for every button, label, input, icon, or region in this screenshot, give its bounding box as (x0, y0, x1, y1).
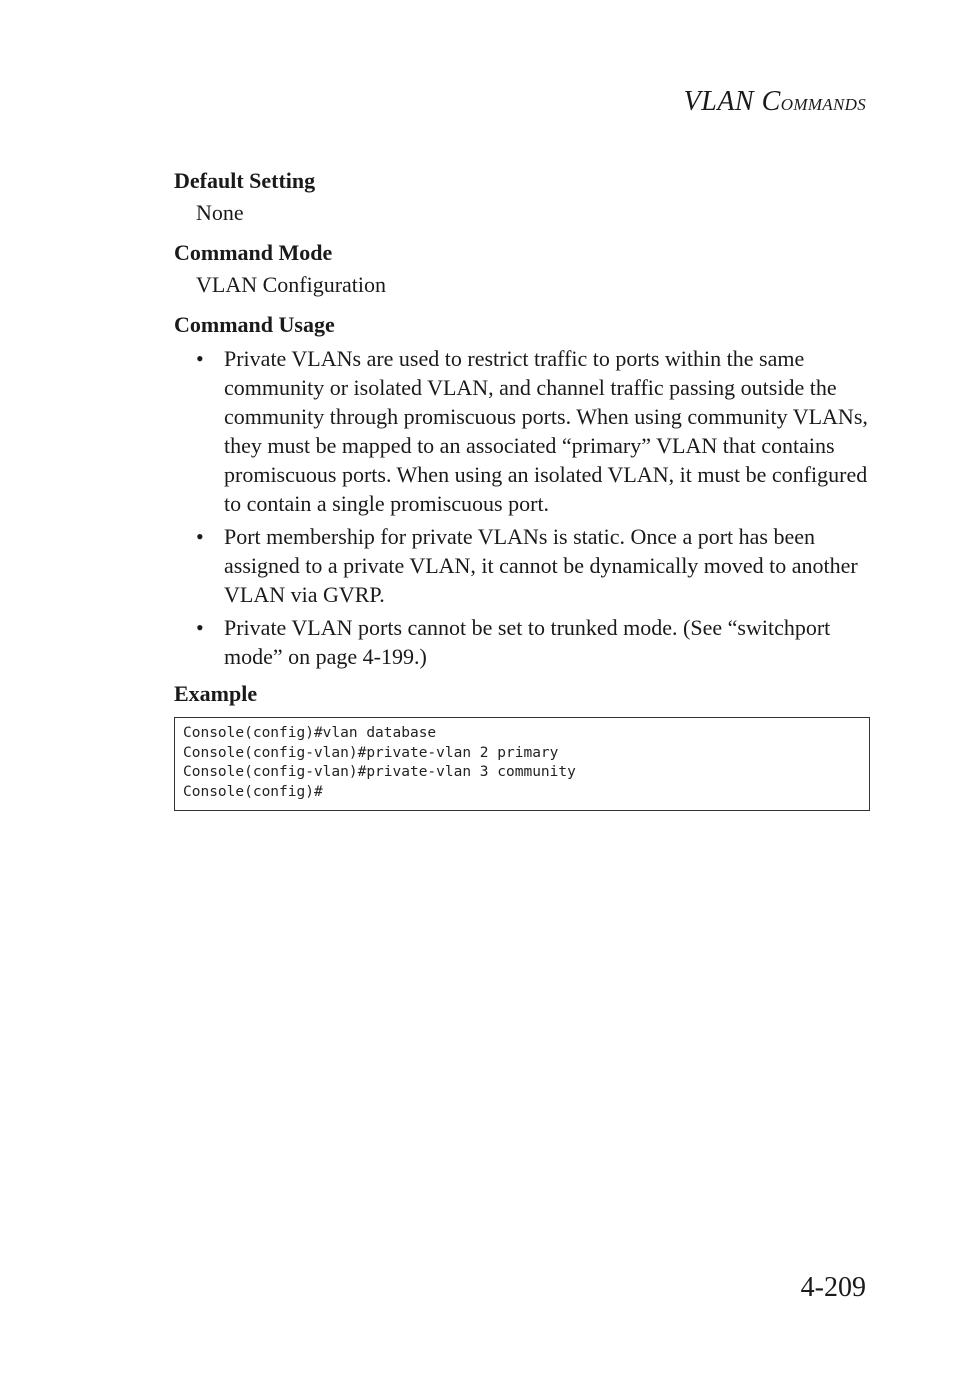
command-usage-heading: Command Usage (174, 312, 335, 337)
usage-item-text: Private VLANs are used to restrict traffic to ports within the same community or isolated VLAN, and channel traffic passing outside the community through promiscuous ports. When using community VLANs, they must be mapped to an associated “primary” VLAN that contains promiscuous ports. When using an isolated VLAN, it must be configured to contain a single promiscuous port. (224, 346, 868, 516)
code-line: Console(config-vlan)#private-vlan 2 primary (183, 744, 559, 761)
header-title-rest: OMMANDS (780, 95, 866, 114)
header-title-lead: VLAN (683, 86, 762, 117)
usage-item-text: Port membership for private VLANs is static. Once a port has been assigned to a private VLAN, it cannot be dynamically moved to another VLAN via GVRP. (224, 524, 858, 607)
usage-item (174, 522, 870, 609)
bullet-icon: • (196, 524, 204, 549)
default-setting-heading: Default Setting (174, 168, 316, 193)
code-line: Console(config-vlan)#private-vlan 3 community (183, 764, 576, 780)
command-mode-value: VLAN Configuration (196, 272, 387, 297)
page-number: 4-209 (800, 1272, 866, 1303)
usage-item-text: Private VLAN ports cannot be set to trunked mode. (See “switchport mode” on page 4-199.) (224, 615, 831, 669)
running-header (684, 86, 866, 118)
command-mode-heading: Command Mode (174, 240, 333, 265)
example-code-block (174, 717, 870, 811)
page-content (174, 166, 870, 811)
bullet-icon: • (196, 346, 204, 371)
bullet-icon: • (196, 615, 204, 640)
usage-item (174, 613, 870, 671)
code-line: Console(config)#vlan database (183, 725, 437, 741)
header-title-cap: C (761, 86, 781, 117)
code-line: Console(config)# (183, 783, 323, 800)
example-heading: Example (174, 681, 258, 706)
default-setting-value: None (196, 200, 244, 225)
usage-item (174, 344, 870, 518)
command-usage-list (174, 344, 870, 671)
